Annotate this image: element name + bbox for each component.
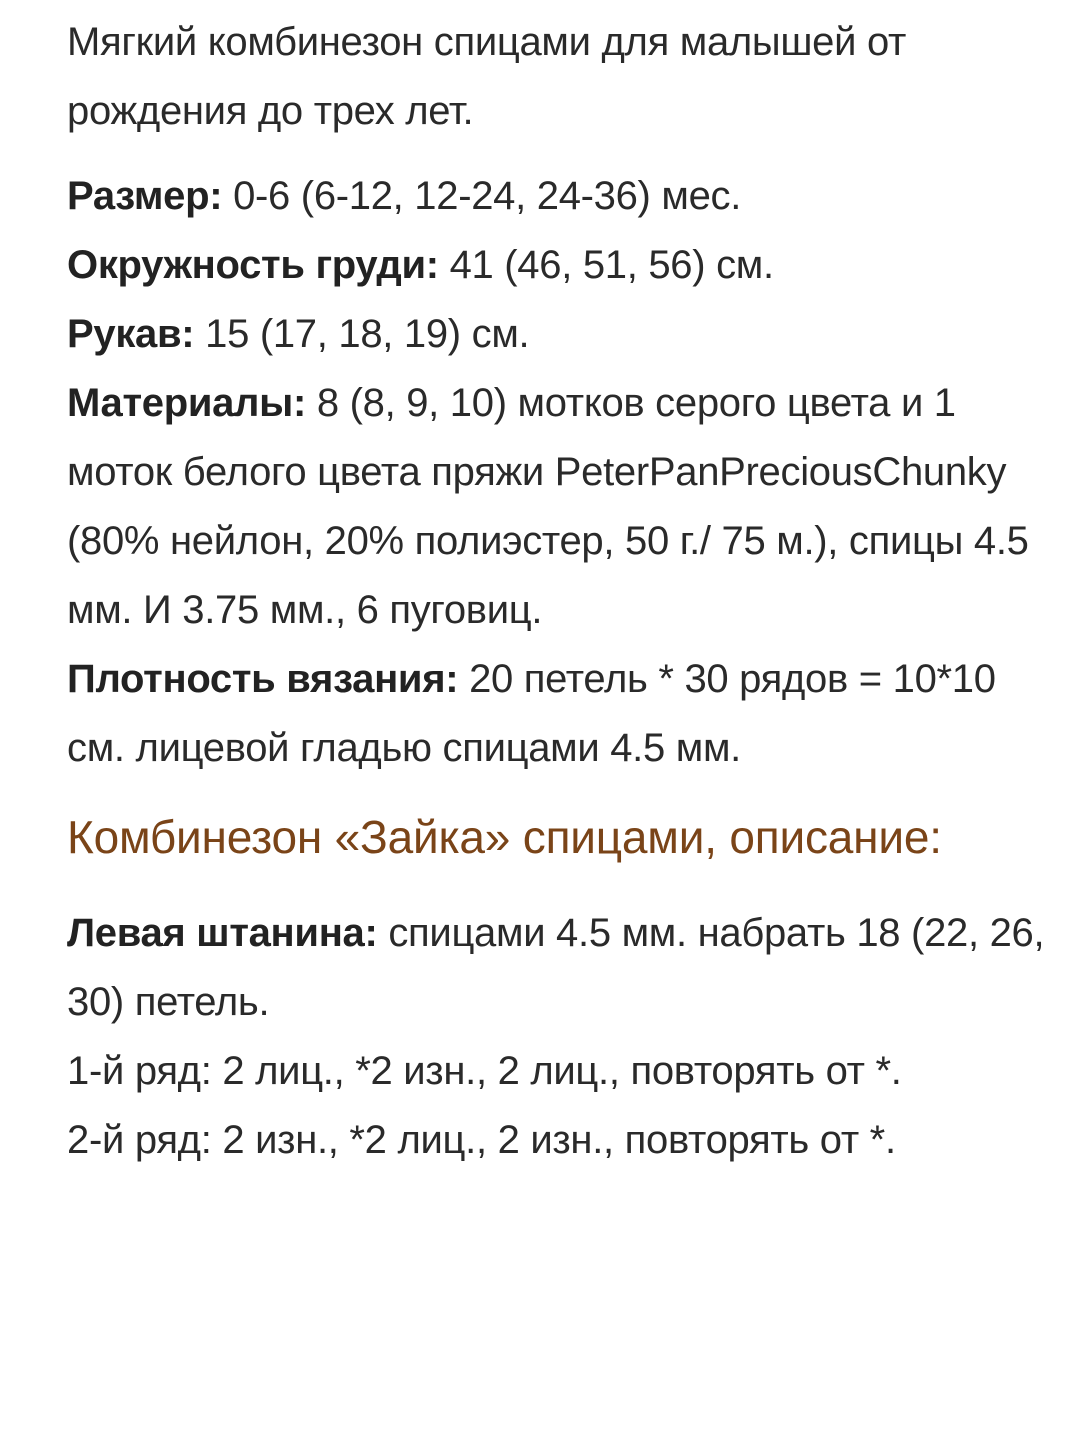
spec-gauge-value: 20 петель * 30 рядов = 10*10 см. лицевой гладью спицами 4.5 мм. [67, 657, 996, 770]
spec-size-value: 0-6 (6-12, 12-24, 24-36) мес. [222, 174, 742, 218]
row-2-instruction: 2-й ряд: 2 изн., *2 лиц., 2 изн., повторять от *. [67, 1118, 896, 1162]
spec-gauge [67, 645, 1047, 783]
spec-size [67, 162, 1047, 231]
row-1-instruction: 1-й ряд: 2 лиц., *2 изн., 2 лиц., повторять от *. [67, 1049, 902, 1093]
spec-size-label: Размер: [67, 174, 223, 218]
spec-materials-label: Материалы: [67, 381, 307, 425]
spec-sleeve [67, 300, 1047, 369]
left-leg-label: Левая штанина: [67, 911, 378, 955]
spec-sleeve-value: 15 (17, 18, 19) см. [194, 312, 530, 356]
spec-sleeve-label: Рукав: [67, 312, 195, 356]
spec-materials [67, 369, 1047, 645]
left-leg-paragraph [67, 899, 1047, 1037]
section-heading: Комбинезон «Зайка» спицами, описание: [67, 811, 942, 863]
spec-chest-value: 41 (46, 51, 56) см. [438, 243, 774, 287]
spec-materials-value: 8 (8, 9, 10) мотков серого цвета и 1 моток белого цвета пряжи PeterPanPreciousChunky (80% нейлон, 20% полиэстер, 50 г./ 75 м.), спицы 4.5 мм. И 3.75 мм., 6 пуговиц. [67, 381, 1029, 632]
intro-paragraph: Мягкий комбинезон спицами для малышей от рождения до трех лет. [67, 20, 907, 133]
spec-gauge-label: Плотность вязания: [67, 657, 459, 701]
left-leg-value: спицами 4.5 мм. набрать 18 (22, 26, 30) петель. [67, 911, 1045, 1024]
spec-chest [67, 231, 1047, 300]
spec-chest-label: Окружность груди: [67, 243, 439, 287]
article-body [67, 8, 1047, 1175]
